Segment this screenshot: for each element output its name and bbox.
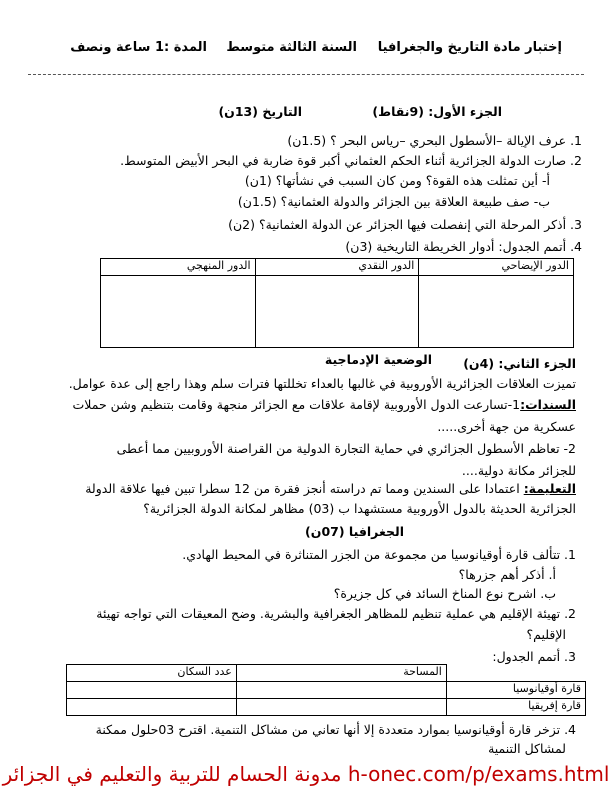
source-2: 2- تعاظم الأسطول الجزائري في حماية التجارة الدولية من القراصنة الأوروبيين مما أعطى — [116, 441, 576, 456]
geography-title: الجغرافيا (07ن) — [305, 524, 404, 539]
table-cell — [67, 699, 237, 716]
table-row-label: قارة أوقيانوسيا — [446, 682, 585, 699]
footer-blog-name: مدونة الحسام للتربية والتعليم في الجزائر — [2, 762, 342, 786]
table-header: الدور الإيضاحي — [419, 259, 574, 276]
geo-q1a: أ. أذكر أهم جزرها؟ — [458, 567, 556, 582]
part2-title: الجزء الثاني: (4ن) — [463, 356, 576, 371]
table-header: الدور النقدي — [255, 259, 419, 276]
table-header: الدور المنهجي — [101, 259, 256, 276]
situation-intro: تميزت العلاقات الجزائرية الأوروبية في غالبها بالعداء تخللتها فترات سلم وهذا راجع إلى عدة عوامل. — [68, 376, 576, 391]
source-1-cont: عسكرية من جهة أخرى..... — [437, 419, 576, 434]
table-header: عدد السكان — [67, 665, 237, 682]
history-q2a: أ- أين تمثلت هذه القوة؟ ومن كان السبب في نشأتها؟ (1ن) — [244, 173, 550, 188]
history-q3: 3. أذكر المرحلة التي إنفصلت فيها الجزائر عن الدولة العثمانية؟ (2ن) — [228, 217, 582, 232]
geo-q2-cont: الإقليم؟ — [526, 627, 566, 642]
part1-title: الجزء الأول: (9نقاط) — [372, 104, 502, 119]
task-label: التعليمة: — [523, 481, 576, 496]
history-title: التاريخ (13ن) — [218, 104, 302, 119]
geo-q1b: ب. اشرح نوع المناخ السائد في كل جزيرة؟ — [333, 586, 556, 601]
geo-q4: 4. تزخر قارة أوقيانوسيا بموارد متعددة إلا أنها تعاني من مشاكل التنمية. اقترح 03حلول ممكنة — [95, 722, 576, 737]
table-row-label: قارة إفريقيا — [446, 699, 585, 716]
source-2-cont: للجزائر مكانة دولية.... — [461, 463, 576, 478]
task-line — [0, 481, 576, 497]
part2-subtitle: الوضعية الإدماجية — [324, 352, 432, 367]
exam-level: السنة الثالثة متوسط — [226, 40, 357, 55]
footer-url[interactable]: h-onec.com/p/exams.html — [347, 762, 610, 786]
history-q4: 4. أتمم الجدول: أدوار الخريطة التاريخية (3ن) — [345, 239, 582, 254]
task-text: اعتمادا على السندين ومما تم دراسته أنجز فقرة من 12 سطرا تبين فيها علاقة الدولة — [85, 481, 524, 496]
table-cell — [419, 276, 574, 348]
table-header — [446, 665, 585, 682]
exam-title: إختبار مادة التاريخ والجغرافيا — [377, 40, 562, 55]
geo-q3: 3. أتمم الجدول: — [492, 649, 576, 664]
table-cell — [67, 682, 237, 699]
table-cell — [101, 276, 256, 348]
task-cont: الجزائرية الحديثة بالدول الأوروبية مستشهدا ب (03) مظاهر لمكانة الدولة الجزائرية؟ — [143, 501, 576, 516]
table-cell — [236, 682, 446, 699]
source-1-line — [0, 397, 576, 413]
geo-q4-cont: لمشاكل التنمية — [488, 741, 566, 756]
table-header: المساحة — [236, 665, 446, 682]
exam-duration: المدة :1 ساعة ونصف — [70, 40, 207, 55]
continents-table — [66, 664, 586, 716]
footer-watermark — [0, 762, 612, 786]
history-q2: 2. صارت الدولة الجزائرية أثناء الحكم العثماني أكبر قوة ضاربة في البحر الأبيض المتوسط. — [120, 153, 582, 168]
header-divider — [28, 74, 584, 75]
history-roles-table — [100, 258, 574, 348]
sources-label: السندات: — [520, 397, 576, 412]
source-1-text: 1-تسارعت الدول الأوروبية لإقامة علاقات مع الجزائر منجهة وقامت بتنظيم وشن حملات — [72, 397, 521, 412]
history-q1: 1. عرف الإيالة –الأسطول البحري –رياس البحر ؟ (1.5ن) — [287, 133, 582, 148]
table-cell — [255, 276, 419, 348]
history-q2b: ب- صف طبيعة العلاقة بين الجزائر والدولة العثمانية؟ (1.5ن) — [237, 194, 550, 209]
geo-q2: 2. تهيئة الإقليم هي عملية تنظيم للمظاهر الجغرافية والبشرية. وضح المعيقات التي تواجه تهيئة — [96, 606, 576, 621]
geo-q1: 1. تتألف قارة أوقيانوسيا من مجموعة من الجزر المتناثرة في المحيط الهادي. — [182, 547, 576, 562]
table-cell — [236, 699, 446, 716]
